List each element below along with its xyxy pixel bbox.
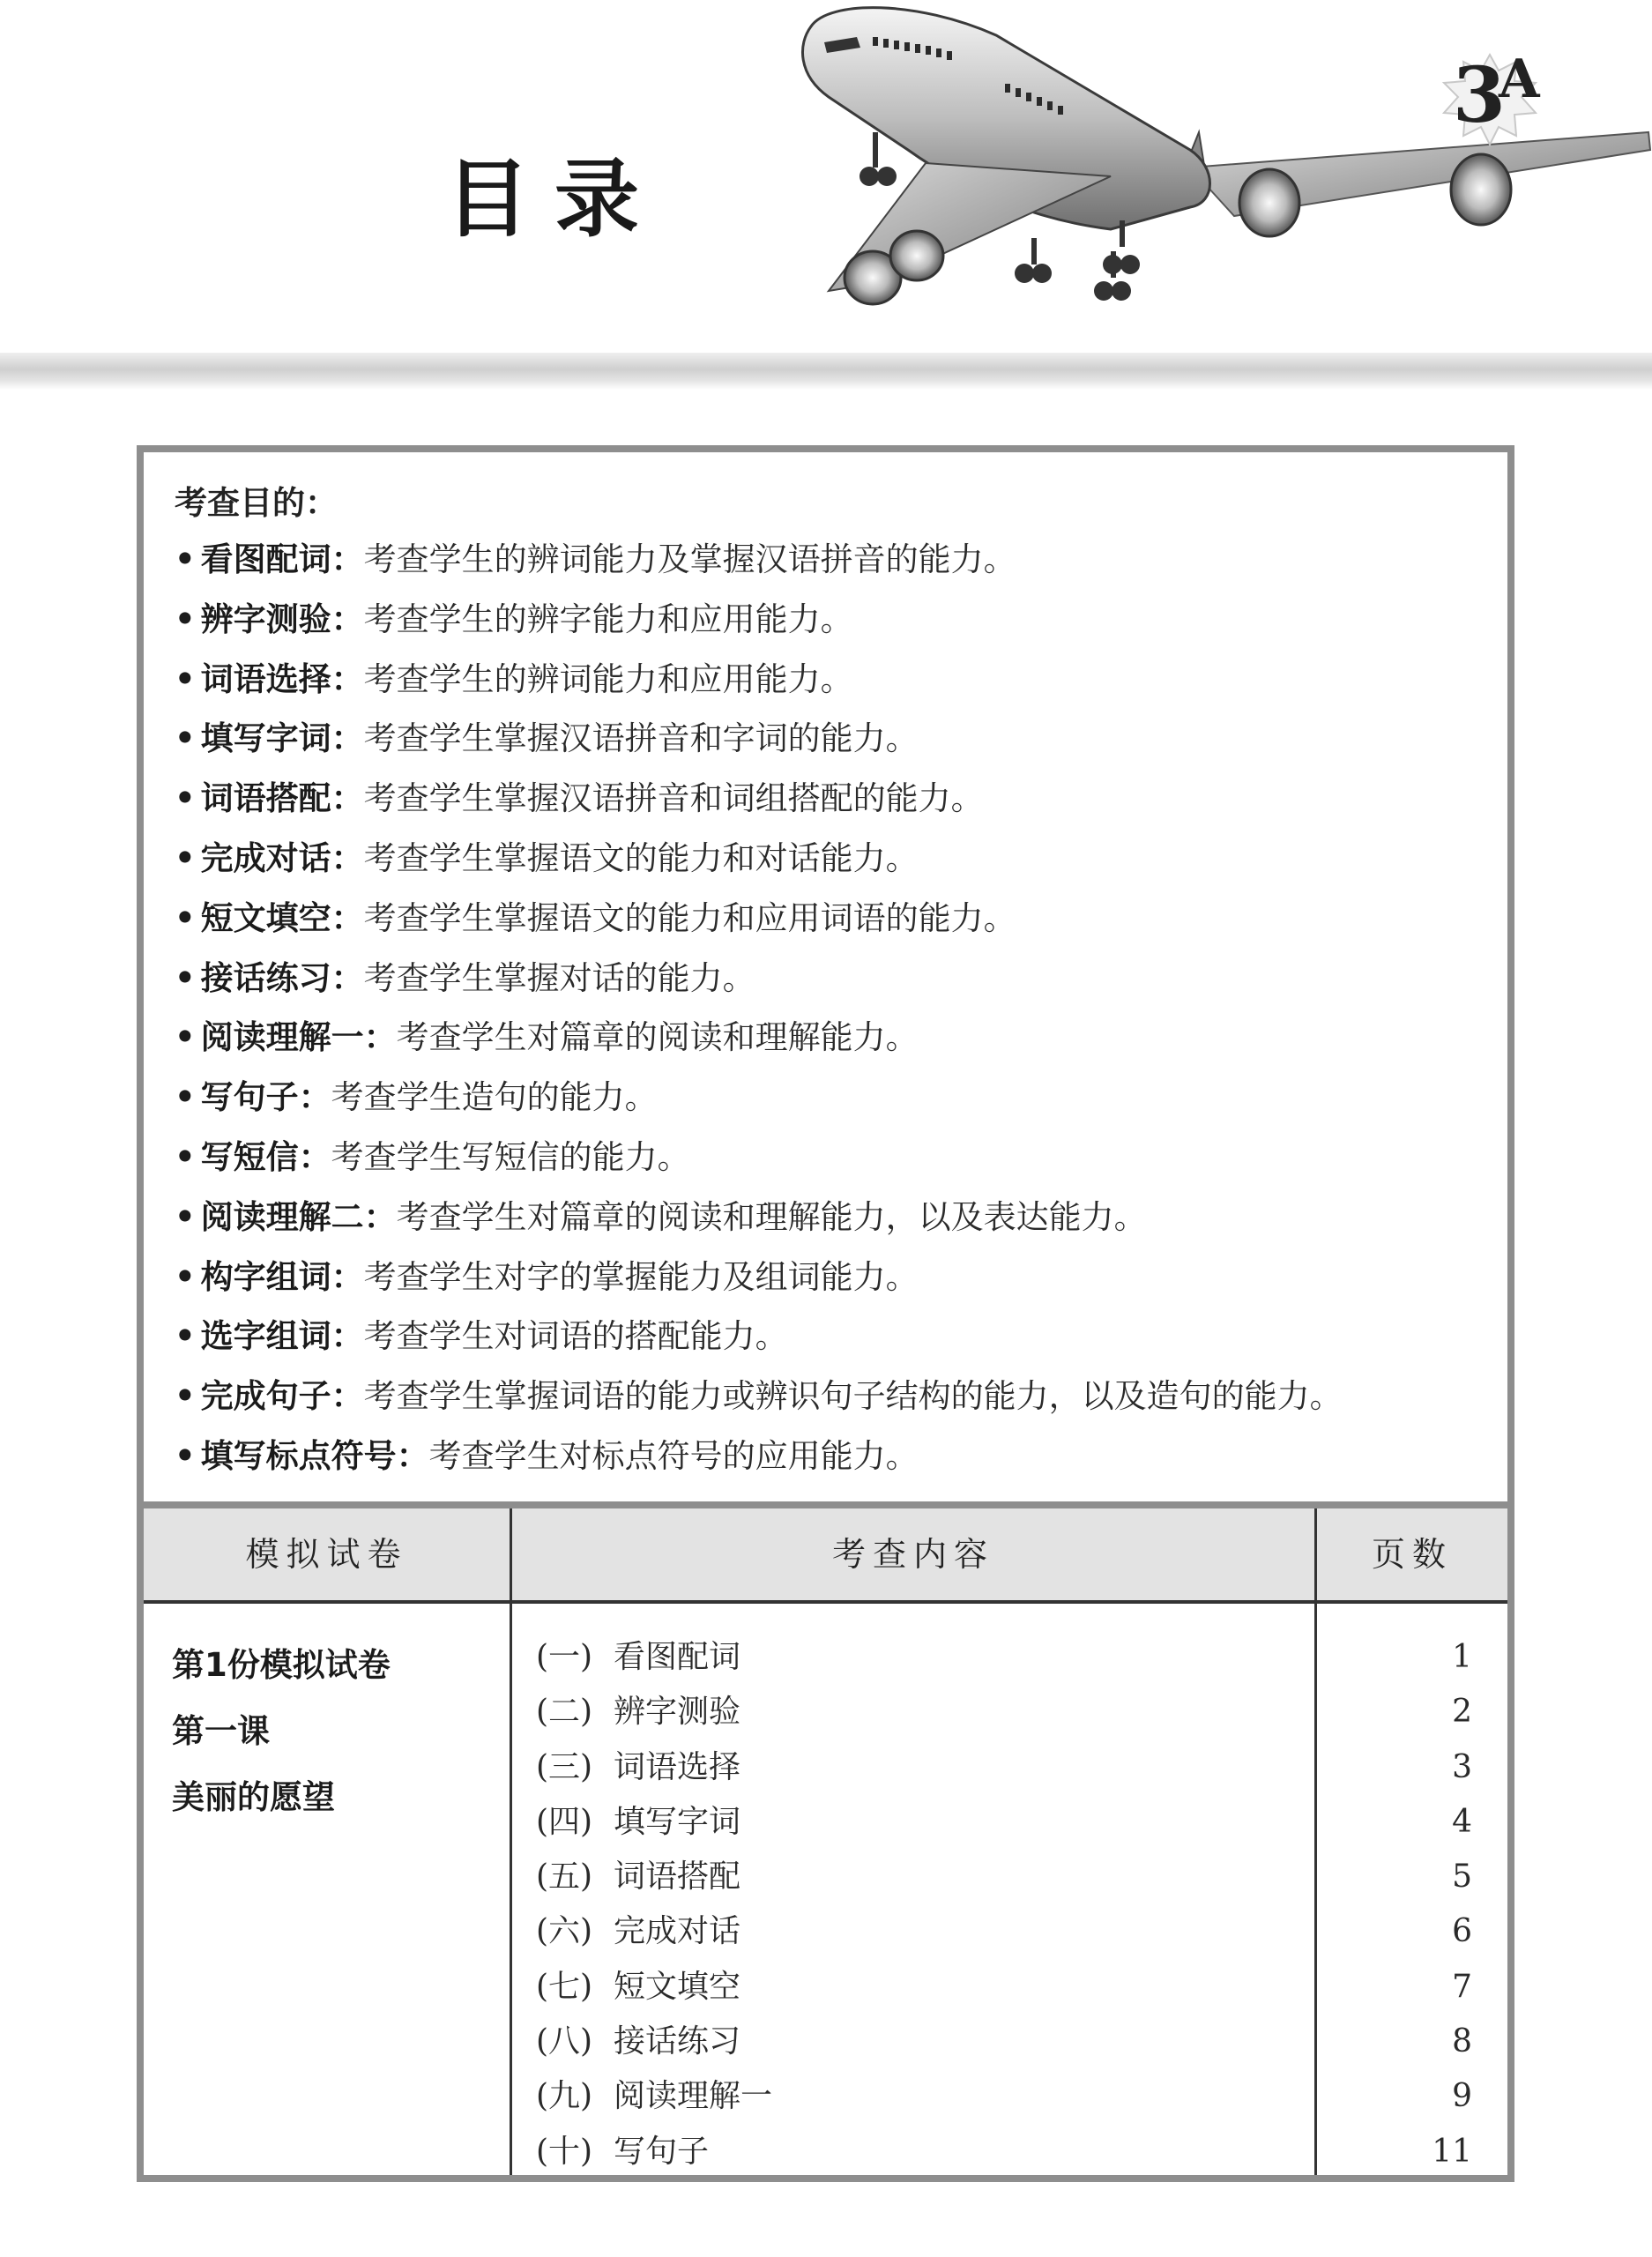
objective-description: 考查学生对标点符号的应用能力。 <box>428 1436 919 1475</box>
objective-description: 考查学生对字的掌握能力及组词能力。 <box>363 1257 919 1296</box>
section-list <box>536 1630 1488 2179</box>
header-content: 考查内容 <box>831 1535 994 1574</box>
page-number: 4 <box>1452 1803 1472 1840</box>
objective-description: 考查学生掌握汉语拼音和词组搭配的能力。 <box>363 779 984 818</box>
bullet-icon: • <box>175 779 196 818</box>
toc-row[interactable] <box>536 2125 1488 2179</box>
objective-item <box>175 650 1479 710</box>
toc-row[interactable] <box>536 1850 1488 1904</box>
objective-item <box>175 769 1479 829</box>
page-number: 6 <box>1452 1913 1472 1950</box>
lesson-title: 美丽的愿望 <box>172 1778 335 1816</box>
section-number: (九) <box>536 2078 593 2115</box>
bullet-icon: • <box>175 540 196 578</box>
objective-name: 接话练习： <box>200 958 364 997</box>
bullet-icon: • <box>175 838 196 877</box>
section-title: 写句子 <box>614 2133 710 2170</box>
section-number: (八) <box>536 2023 593 2060</box>
objective-description: 考查学生掌握语文的能力和应用词语的能力。 <box>363 898 1016 937</box>
toc-row[interactable] <box>536 1904 1488 1959</box>
table-header-row <box>144 1508 1507 1604</box>
bullet-icon: • <box>175 1078 196 1117</box>
objective-name: 辨字测验： <box>200 600 364 638</box>
objective-item <box>175 1128 1479 1188</box>
header-paper: 模拟试卷 <box>245 1535 408 1574</box>
page-number: 7 <box>1452 1968 1472 2005</box>
objective-item <box>175 1188 1479 1248</box>
page-number: 3 <box>1452 1748 1472 1785</box>
objective-name: 短文填空： <box>200 898 364 937</box>
section-number: (七) <box>536 1968 593 2005</box>
objective-name: 阅读理解一： <box>200 1018 397 1057</box>
objective-item <box>175 1367 1479 1426</box>
section-number: (四) <box>536 1803 593 1840</box>
bullet-icon: • <box>175 1317 196 1356</box>
bullet-icon: • <box>175 600 196 638</box>
section-title: 接话练习 <box>614 2023 741 2060</box>
contents-frame <box>137 445 1514 2182</box>
bullet-icon: • <box>175 1137 196 1176</box>
objective-description: 考查学生的辨词能力及掌握汉语拼音的能力。 <box>363 540 1016 578</box>
objective-name: 填写字词： <box>200 719 364 758</box>
objective-description: 考查学生写短信的能力。 <box>331 1137 690 1176</box>
section-title: 阅读理解一 <box>614 2078 773 2115</box>
objective-name: 完成对话： <box>200 838 364 877</box>
objectives-heading: 考查目的： <box>175 484 338 522</box>
header-pages: 页数 <box>1371 1535 1453 1574</box>
bullet-icon: • <box>175 1018 196 1057</box>
section-title: 词语选择 <box>614 1748 741 1785</box>
grade-number: 3 <box>1453 51 1506 140</box>
objective-description: 考查学生的辨字能力和应用能力。 <box>363 600 853 638</box>
page-title: 目录 <box>445 150 664 249</box>
section-number: (六) <box>536 1913 593 1950</box>
objective-description: 考查学生对词语的搭配能力。 <box>363 1317 788 1356</box>
objectives-section <box>175 477 1479 1486</box>
objective-item <box>175 1307 1479 1367</box>
page-number: 5 <box>1452 1858 1472 1896</box>
bullet-icon: • <box>175 719 196 758</box>
objective-item <box>175 1248 1479 1307</box>
header-shadow-band <box>0 353 1652 390</box>
section-title: 看图配词 <box>614 1639 741 1675</box>
objective-item <box>175 530 1479 590</box>
section-number: (一) <box>536 1639 593 1675</box>
objective-name: 写短信： <box>200 1137 331 1176</box>
objective-description: 考查学生的辨词能力和应用能力。 <box>363 659 853 698</box>
objective-description: 考查学生掌握对话的能力。 <box>363 958 755 997</box>
objective-description: 考查学生对篇章的阅读和理解能力。 <box>396 1018 919 1057</box>
bullet-icon: • <box>175 1257 196 1296</box>
objective-description: 考查学生掌握语文的能力和对话能力。 <box>363 838 919 877</box>
objective-name: 填写标点符号： <box>200 1436 429 1475</box>
toc-row[interactable] <box>536 2069 1488 2124</box>
section-title: 短文填空 <box>614 1968 741 2005</box>
section-number: (十) <box>536 2133 593 2170</box>
objectives-list <box>175 530 1479 1486</box>
paper-number: 第1份模拟试卷 <box>172 1646 391 1684</box>
grade-badge <box>1428 48 1560 140</box>
objective-name: 选字组词： <box>200 1317 364 1356</box>
unit-info <box>172 1632 391 1830</box>
objective-description: 考查学生掌握词语的能力或辨识句子结构的能力，以及造句的能力。 <box>363 1377 1343 1416</box>
contents-table <box>144 1501 1507 2175</box>
objective-name: 写句子： <box>200 1078 331 1117</box>
objective-item <box>175 889 1479 949</box>
page-number: 9 <box>1452 2078 1472 2115</box>
objective-name: 完成句子： <box>200 1377 364 1416</box>
toc-row[interactable] <box>536 1795 1488 1850</box>
grade-letter: A <box>1499 48 1540 110</box>
bullet-icon: • <box>175 1377 196 1416</box>
page-number: 1 <box>1452 1639 1472 1675</box>
toc-row[interactable] <box>536 1740 1488 1795</box>
section-title: 辨字测验 <box>614 1694 741 1731</box>
objective-item <box>175 829 1479 889</box>
page-header <box>0 0 1652 388</box>
objective-item <box>175 949 1479 1009</box>
objective-item <box>175 1068 1479 1128</box>
bullet-icon: • <box>175 898 196 937</box>
objective-name: 看图配词： <box>200 540 364 578</box>
toc-row[interactable] <box>536 1630 1488 1685</box>
objective-name: 词语选择： <box>200 659 364 698</box>
page-number: 11 <box>1432 2133 1472 2170</box>
bullet-icon: • <box>175 958 196 997</box>
bullet-icon: • <box>175 1436 196 1475</box>
page-number: 2 <box>1452 1694 1472 1731</box>
objective-item <box>175 590 1479 650</box>
lesson-number: 第一课 <box>172 1712 270 1750</box>
objective-item <box>175 1426 1479 1486</box>
objective-description: 考查学生掌握汉语拼音和字词的能力。 <box>363 719 919 758</box>
objective-item <box>175 709 1479 769</box>
toc-row[interactable] <box>536 2015 1488 2069</box>
toc-row[interactable] <box>536 1685 1488 1739</box>
section-title: 完成对话 <box>614 1913 741 1950</box>
section-number: (五) <box>536 1858 593 1896</box>
page-number: 8 <box>1452 2023 1472 2060</box>
column-divider <box>510 1508 512 2175</box>
bullet-icon: • <box>175 1197 196 1236</box>
objective-name: 词语搭配： <box>200 779 364 818</box>
toc-row[interactable] <box>536 1960 1488 2015</box>
section-number: (二) <box>536 1694 593 1731</box>
objective-item <box>175 1008 1479 1068</box>
bullet-icon: • <box>175 659 196 698</box>
section-title: 填写字词 <box>614 1803 741 1840</box>
objective-name: 阅读理解二： <box>200 1197 397 1236</box>
section-title: 词语搭配 <box>614 1858 741 1896</box>
objective-name: 构字组词： <box>200 1257 364 1296</box>
section-number: (三) <box>536 1748 593 1785</box>
objective-description: 考查学生造句的能力。 <box>331 1078 658 1117</box>
objective-description: 考查学生对篇章的阅读和理解能力，以及表达能力。 <box>396 1197 1147 1236</box>
